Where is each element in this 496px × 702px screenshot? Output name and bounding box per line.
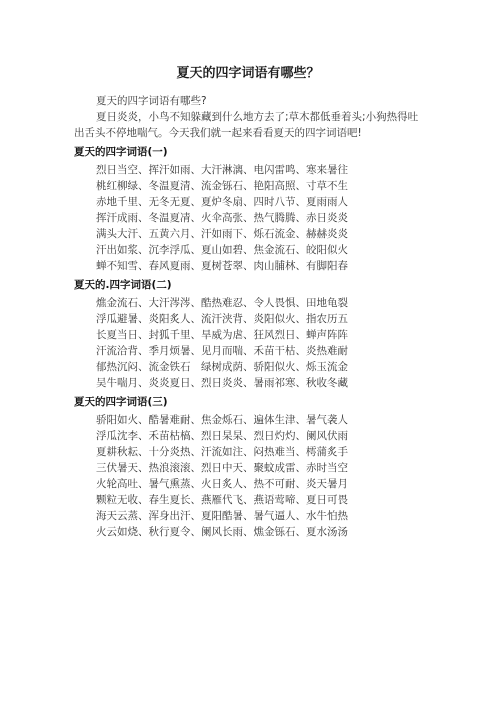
word-line: 燋金流石、大汗涔涔、酷热难忍、令人畏惧、田地龟裂 (96, 297, 348, 309)
word-line: 颗粒无收、春生夏长、燕雁代飞、燕语莺啼、夏日可畏 (96, 494, 348, 506)
word-line: 火云如烧、秋行夏令、阑风长雨、燋金铄石、夏水汤汤 (96, 526, 348, 538)
word-line: 吴牛喘月、炎炎夏日、烈日炎炎、暑雨祁寒、秋收冬藏 (96, 377, 348, 389)
section-heading-2: 夏天的.四字词语(二) (74, 279, 172, 291)
section-heading-1: 夏天的四字词语(一) (74, 146, 168, 158)
word-line: 长夏当日、封狐千里、旱威为虐、狂风烈日、蝉声阵阵 (96, 329, 348, 341)
intro-lead: 夏天的四字词语有哪些? (96, 95, 207, 107)
intro-paragraph: 夏日炎炎，小鸟不知躲藏到什么地方去了;草木都低垂着头;小狗热得吐出舌头不停地喘气。今天我们就一起来看看夏天的四字词语吧! (74, 111, 419, 139)
word-line: 火轮高吐、暑气熏蒸、火日炙人、热不可耐、炎天暑月 (96, 478, 348, 490)
word-line: 桃红柳绿、冬温夏清、流金铄石、艳阳高照、寸草不生 (96, 180, 348, 192)
word-line: 汗流洽背、季月烦暑、见月而喘、禾苗干枯、炎热难耐 (96, 345, 348, 357)
word-line: 郁热沉闷、流金铁石 绿树成荫、骄阳似火、烁玉流金 (96, 361, 348, 373)
page-title: 夏天的四字词语有哪些？ (176, 66, 320, 81)
section-heading-3: 夏天的四字词语(三) (74, 396, 168, 408)
word-line: 蝉不知雪、春风夏雨、夏树苍翠、肉山脯林、有脚阳春 (96, 260, 348, 272)
word-line: 海天云蒸、浑身出汗、夏阳酷暑、暑气逼人、水牛怕热 (96, 510, 348, 522)
word-line: 挥汗成雨、冬温夏凊、火伞高张、热气腾腾、赤日炎炎 (96, 212, 348, 224)
word-line: 烈日当空、挥汗如雨、大汗淋漓、电闪雷鸣、寒来暑往 (96, 164, 348, 176)
word-line: 骄阳如火、酷暑难耐、焦金烁石、遍体生津、暑气袭人 (96, 414, 348, 426)
word-line: 夏耕秋耘、十分炎热、汗流如注、闷热难当、樗蒲炙手 (96, 446, 348, 458)
word-line: 三伏暑天、热浪滚滚、烈日中天、聚蚊成雷、赤时当空 (96, 462, 348, 474)
word-line: 浮瓜沈李、禾苗枯槁、烈日杲杲、烈日灼灼、阑风伏雨 (96, 430, 348, 442)
article-body (74, 90, 420, 540)
word-line: 满头大汗、五黄六月、汗如雨下、烁石流金、赫赫炎炎 (96, 228, 348, 240)
word-line: 汗出如浆、沉李浮瓜、夏山如碧、焦金流石、皎阳似火 (96, 244, 348, 256)
word-line: 浮瓜避暑、炎阳炙人、流汗浃背、炎阳似火、指农历五 (96, 313, 348, 325)
word-line: 赤地千里、无冬无夏、夏炉冬扇、四时八节、夏雨雨人 (96, 196, 348, 208)
